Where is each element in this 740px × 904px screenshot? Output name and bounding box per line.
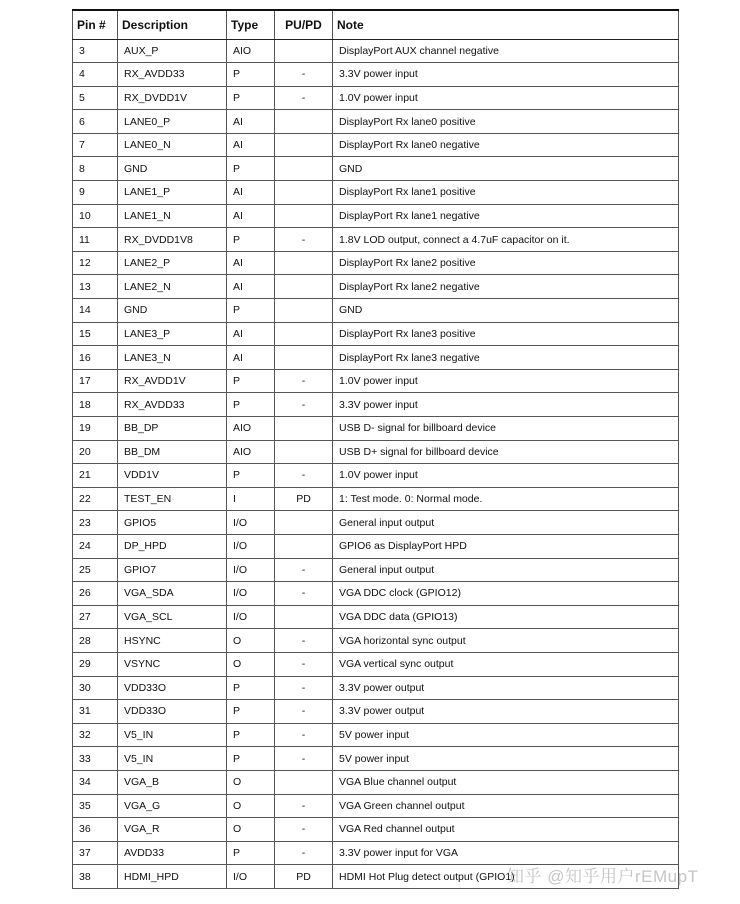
table-row <box>73 299 679 323</box>
table-row <box>73 204 679 228</box>
cell-pin: 15 <box>73 322 118 346</box>
cell-type: I/O <box>227 582 275 606</box>
pin-table-container <box>72 9 678 889</box>
cell-pupd: PD <box>275 487 333 511</box>
cell-pupd <box>275 417 333 441</box>
table-row <box>73 700 679 724</box>
cell-note: DisplayPort Rx lane1 negative <box>333 204 679 228</box>
cell-pin: 26 <box>73 582 118 606</box>
cell-type: AI <box>227 322 275 346</box>
cell-pin: 9 <box>73 181 118 205</box>
table-row <box>73 63 679 87</box>
cell-pin: 38 <box>73 865 118 889</box>
cell-pin: 12 <box>73 251 118 275</box>
cell-type: O <box>227 794 275 818</box>
cell-note: VGA DDC clock (GPIO12) <box>333 582 679 606</box>
cell-pin: 17 <box>73 369 118 393</box>
cell-description: VSYNC <box>118 652 227 676</box>
cell-note: VGA horizontal sync output <box>333 629 679 653</box>
table-row <box>73 251 679 275</box>
cell-description: VGA_SDA <box>118 582 227 606</box>
cell-pin: 27 <box>73 605 118 629</box>
cell-description: HSYNC <box>118 629 227 653</box>
cell-description: AUX_P <box>118 39 227 63</box>
cell-note: DisplayPort Rx lane2 negative <box>333 275 679 299</box>
cell-description: RX_DVDD1V <box>118 86 227 110</box>
cell-type: P <box>227 228 275 252</box>
table-row <box>73 322 679 346</box>
cell-note: GND <box>333 299 679 323</box>
table-row <box>73 181 679 205</box>
cell-type: I/O <box>227 605 275 629</box>
table-row <box>73 582 679 606</box>
cell-description: BB_DP <box>118 417 227 441</box>
cell-pupd: - <box>275 629 333 653</box>
cell-pupd <box>275 181 333 205</box>
cell-pupd: - <box>275 228 333 252</box>
cell-description: LANE1_N <box>118 204 227 228</box>
cell-type: I/O <box>227 865 275 889</box>
table-row <box>73 794 679 818</box>
cell-note: DisplayPort Rx lane0 negative <box>333 133 679 157</box>
cell-note: GPIO6 as DisplayPort HPD <box>333 534 679 558</box>
cell-pin: 21 <box>73 464 118 488</box>
header-pupd: PU/PD <box>275 10 333 39</box>
cell-note: 3.3V power input <box>333 63 679 87</box>
cell-type: AIO <box>227 440 275 464</box>
cell-pin: 5 <box>73 86 118 110</box>
cell-pin: 11 <box>73 228 118 252</box>
cell-type: O <box>227 770 275 794</box>
cell-description: RX_AVDD33 <box>118 393 227 417</box>
table-row <box>73 511 679 535</box>
cell-type: AIO <box>227 417 275 441</box>
cell-note: USB D- signal for billboard device <box>333 417 679 441</box>
cell-pin: 24 <box>73 534 118 558</box>
cell-type: AI <box>227 204 275 228</box>
cell-note: 1.8V LOD output, connect a 4.7uF capacitor on it. <box>333 228 679 252</box>
table-header <box>73 10 679 39</box>
cell-type: I/O <box>227 558 275 582</box>
cell-pupd <box>275 605 333 629</box>
table-row <box>73 157 679 181</box>
cell-type: P <box>227 157 275 181</box>
cell-pin: 33 <box>73 747 118 771</box>
cell-pin: 18 <box>73 393 118 417</box>
cell-type: P <box>227 464 275 488</box>
cell-note: DisplayPort Rx lane3 positive <box>333 322 679 346</box>
cell-description: VDD33O <box>118 676 227 700</box>
table-row <box>73 558 679 582</box>
table-row <box>73 605 679 629</box>
cell-note: DisplayPort Rx lane0 positive <box>333 110 679 134</box>
cell-type: P <box>227 747 275 771</box>
cell-description: BB_DM <box>118 440 227 464</box>
table-row <box>73 275 679 299</box>
cell-description: LANE2_N <box>118 275 227 299</box>
table-row <box>73 86 679 110</box>
cell-pupd <box>275 511 333 535</box>
cell-description: GPIO7 <box>118 558 227 582</box>
cell-type: P <box>227 700 275 724</box>
header-note: Note <box>333 10 679 39</box>
cell-pin: 22 <box>73 487 118 511</box>
cell-pin: 35 <box>73 794 118 818</box>
cell-note: VGA Red channel output <box>333 818 679 842</box>
cell-pin: 37 <box>73 841 118 865</box>
cell-pupd: - <box>275 652 333 676</box>
cell-description: RX_AVDD33 <box>118 63 227 87</box>
cell-pupd: - <box>275 86 333 110</box>
cell-pin: 23 <box>73 511 118 535</box>
cell-pin: 32 <box>73 723 118 747</box>
cell-type: AI <box>227 251 275 275</box>
cell-pupd: - <box>275 723 333 747</box>
header-pin: Pin # <box>73 10 118 39</box>
cell-pupd: - <box>275 700 333 724</box>
table-row <box>73 110 679 134</box>
cell-pupd: - <box>275 582 333 606</box>
cell-pupd: - <box>275 747 333 771</box>
header-row <box>73 10 679 39</box>
cell-pupd <box>275 39 333 63</box>
cell-note: 1.0V power input <box>333 369 679 393</box>
table-row <box>73 652 679 676</box>
cell-type: O <box>227 818 275 842</box>
cell-pupd: - <box>275 794 333 818</box>
table-row <box>73 417 679 441</box>
cell-note: DisplayPort AUX channel negative <box>333 39 679 63</box>
cell-note: USB D+ signal for billboard device <box>333 440 679 464</box>
cell-pin: 8 <box>73 157 118 181</box>
cell-type: AI <box>227 110 275 134</box>
cell-pin: 29 <box>73 652 118 676</box>
table-row <box>73 818 679 842</box>
cell-pin: 19 <box>73 417 118 441</box>
cell-type: P <box>227 86 275 110</box>
cell-type: AI <box>227 181 275 205</box>
cell-type: I/O <box>227 511 275 535</box>
cell-pin: 20 <box>73 440 118 464</box>
cell-pin: 3 <box>73 39 118 63</box>
cell-pupd <box>275 534 333 558</box>
table-row <box>73 747 679 771</box>
cell-pin: 31 <box>73 700 118 724</box>
cell-note: General input output <box>333 511 679 535</box>
cell-note: HDMI Hot Plug detect output (GPIO1) <box>333 865 679 889</box>
cell-pin: 30 <box>73 676 118 700</box>
cell-description: LANE2_P <box>118 251 227 275</box>
cell-type: I <box>227 487 275 511</box>
cell-note: 5V power input <box>333 723 679 747</box>
cell-note: VGA Green channel output <box>333 794 679 818</box>
cell-pin: 28 <box>73 629 118 653</box>
cell-pupd <box>275 440 333 464</box>
cell-description: LANE3_P <box>118 322 227 346</box>
cell-type: P <box>227 393 275 417</box>
cell-description: V5_IN <box>118 723 227 747</box>
cell-pin: 14 <box>73 299 118 323</box>
cell-pin: 6 <box>73 110 118 134</box>
cell-description: VGA_R <box>118 818 227 842</box>
cell-pupd <box>275 322 333 346</box>
table-row <box>73 770 679 794</box>
cell-pin: 10 <box>73 204 118 228</box>
cell-pupd <box>275 770 333 794</box>
cell-pupd <box>275 133 333 157</box>
table-row <box>73 629 679 653</box>
cell-note: 3.3V power input for VGA <box>333 841 679 865</box>
cell-type: I/O <box>227 534 275 558</box>
cell-pupd <box>275 157 333 181</box>
cell-pin: 7 <box>73 133 118 157</box>
cell-description: TEST_EN <box>118 487 227 511</box>
cell-pupd <box>275 346 333 370</box>
cell-note: 3.3V power input <box>333 393 679 417</box>
cell-note: General input output <box>333 558 679 582</box>
cell-note: VGA vertical sync output <box>333 652 679 676</box>
table-row <box>73 39 679 63</box>
cell-pupd <box>275 299 333 323</box>
table-row <box>73 440 679 464</box>
cell-description: VGA_G <box>118 794 227 818</box>
cell-description: VDD33O <box>118 700 227 724</box>
header-type: Type <box>227 10 275 39</box>
pin-table <box>72 9 679 889</box>
cell-type: P <box>227 299 275 323</box>
cell-pupd <box>275 110 333 134</box>
cell-pin: 4 <box>73 63 118 87</box>
cell-type: P <box>227 369 275 393</box>
header-description: Description <box>118 10 227 39</box>
cell-pupd <box>275 275 333 299</box>
cell-description: LANE0_P <box>118 110 227 134</box>
cell-note: 5V power input <box>333 747 679 771</box>
cell-description: GND <box>118 299 227 323</box>
table-row <box>73 393 679 417</box>
cell-description: RX_AVDD1V <box>118 369 227 393</box>
cell-description: RX_DVDD1V8 <box>118 228 227 252</box>
cell-description: VGA_SCL <box>118 605 227 629</box>
cell-type: AIO <box>227 39 275 63</box>
cell-description: LANE1_P <box>118 181 227 205</box>
cell-pupd: - <box>275 676 333 700</box>
cell-type: P <box>227 63 275 87</box>
table-row <box>73 369 679 393</box>
table-row <box>73 346 679 370</box>
cell-type: AI <box>227 346 275 370</box>
table-body <box>73 39 679 888</box>
cell-type: AI <box>227 133 275 157</box>
cell-pupd: - <box>275 558 333 582</box>
cell-description: GND <box>118 157 227 181</box>
cell-type: P <box>227 723 275 747</box>
cell-note: 3.3V power output <box>333 676 679 700</box>
cell-description: VGA_B <box>118 770 227 794</box>
cell-pupd: PD <box>275 865 333 889</box>
cell-note: DisplayPort Rx lane1 positive <box>333 181 679 205</box>
cell-type: O <box>227 629 275 653</box>
cell-description: LANE3_N <box>118 346 227 370</box>
cell-note: 1.0V power input <box>333 86 679 110</box>
table-row <box>73 676 679 700</box>
cell-pupd <box>275 204 333 228</box>
watermark: 知乎 @知乎用户rEMupT <box>507 867 699 886</box>
cell-description: V5_IN <box>118 747 227 771</box>
cell-type: P <box>227 676 275 700</box>
cell-pin: 16 <box>73 346 118 370</box>
cell-note: DisplayPort Rx lane3 negative <box>333 346 679 370</box>
cell-pupd: - <box>275 841 333 865</box>
cell-description: DP_HPD <box>118 534 227 558</box>
cell-note: 1.0V power input <box>333 464 679 488</box>
cell-description: GPIO5 <box>118 511 227 535</box>
cell-pupd <box>275 251 333 275</box>
cell-pupd: - <box>275 818 333 842</box>
cell-type: P <box>227 841 275 865</box>
cell-pin: 25 <box>73 558 118 582</box>
cell-note: DisplayPort Rx lane2 positive <box>333 251 679 275</box>
table-row <box>73 723 679 747</box>
cell-pupd: - <box>275 464 333 488</box>
cell-description: AVDD33 <box>118 841 227 865</box>
cell-note: VGA Blue channel output <box>333 770 679 794</box>
cell-description: HDMI_HPD <box>118 865 227 889</box>
cell-pupd: - <box>275 369 333 393</box>
cell-note: 1: Test mode. 0: Normal mode. <box>333 487 679 511</box>
cell-description: LANE0_N <box>118 133 227 157</box>
table-row <box>73 487 679 511</box>
cell-note: GND <box>333 157 679 181</box>
cell-description: VDD1V <box>118 464 227 488</box>
cell-type: O <box>227 652 275 676</box>
table-row <box>73 133 679 157</box>
table-row <box>73 464 679 488</box>
cell-pin: 34 <box>73 770 118 794</box>
cell-pupd: - <box>275 393 333 417</box>
table-row <box>73 228 679 252</box>
cell-pin: 13 <box>73 275 118 299</box>
cell-note: 3.3V power output <box>333 700 679 724</box>
cell-pupd: - <box>275 63 333 87</box>
table-row <box>73 534 679 558</box>
cell-note: VGA DDC data (GPIO13) <box>333 605 679 629</box>
cell-type: AI <box>227 275 275 299</box>
cell-pin: 36 <box>73 818 118 842</box>
